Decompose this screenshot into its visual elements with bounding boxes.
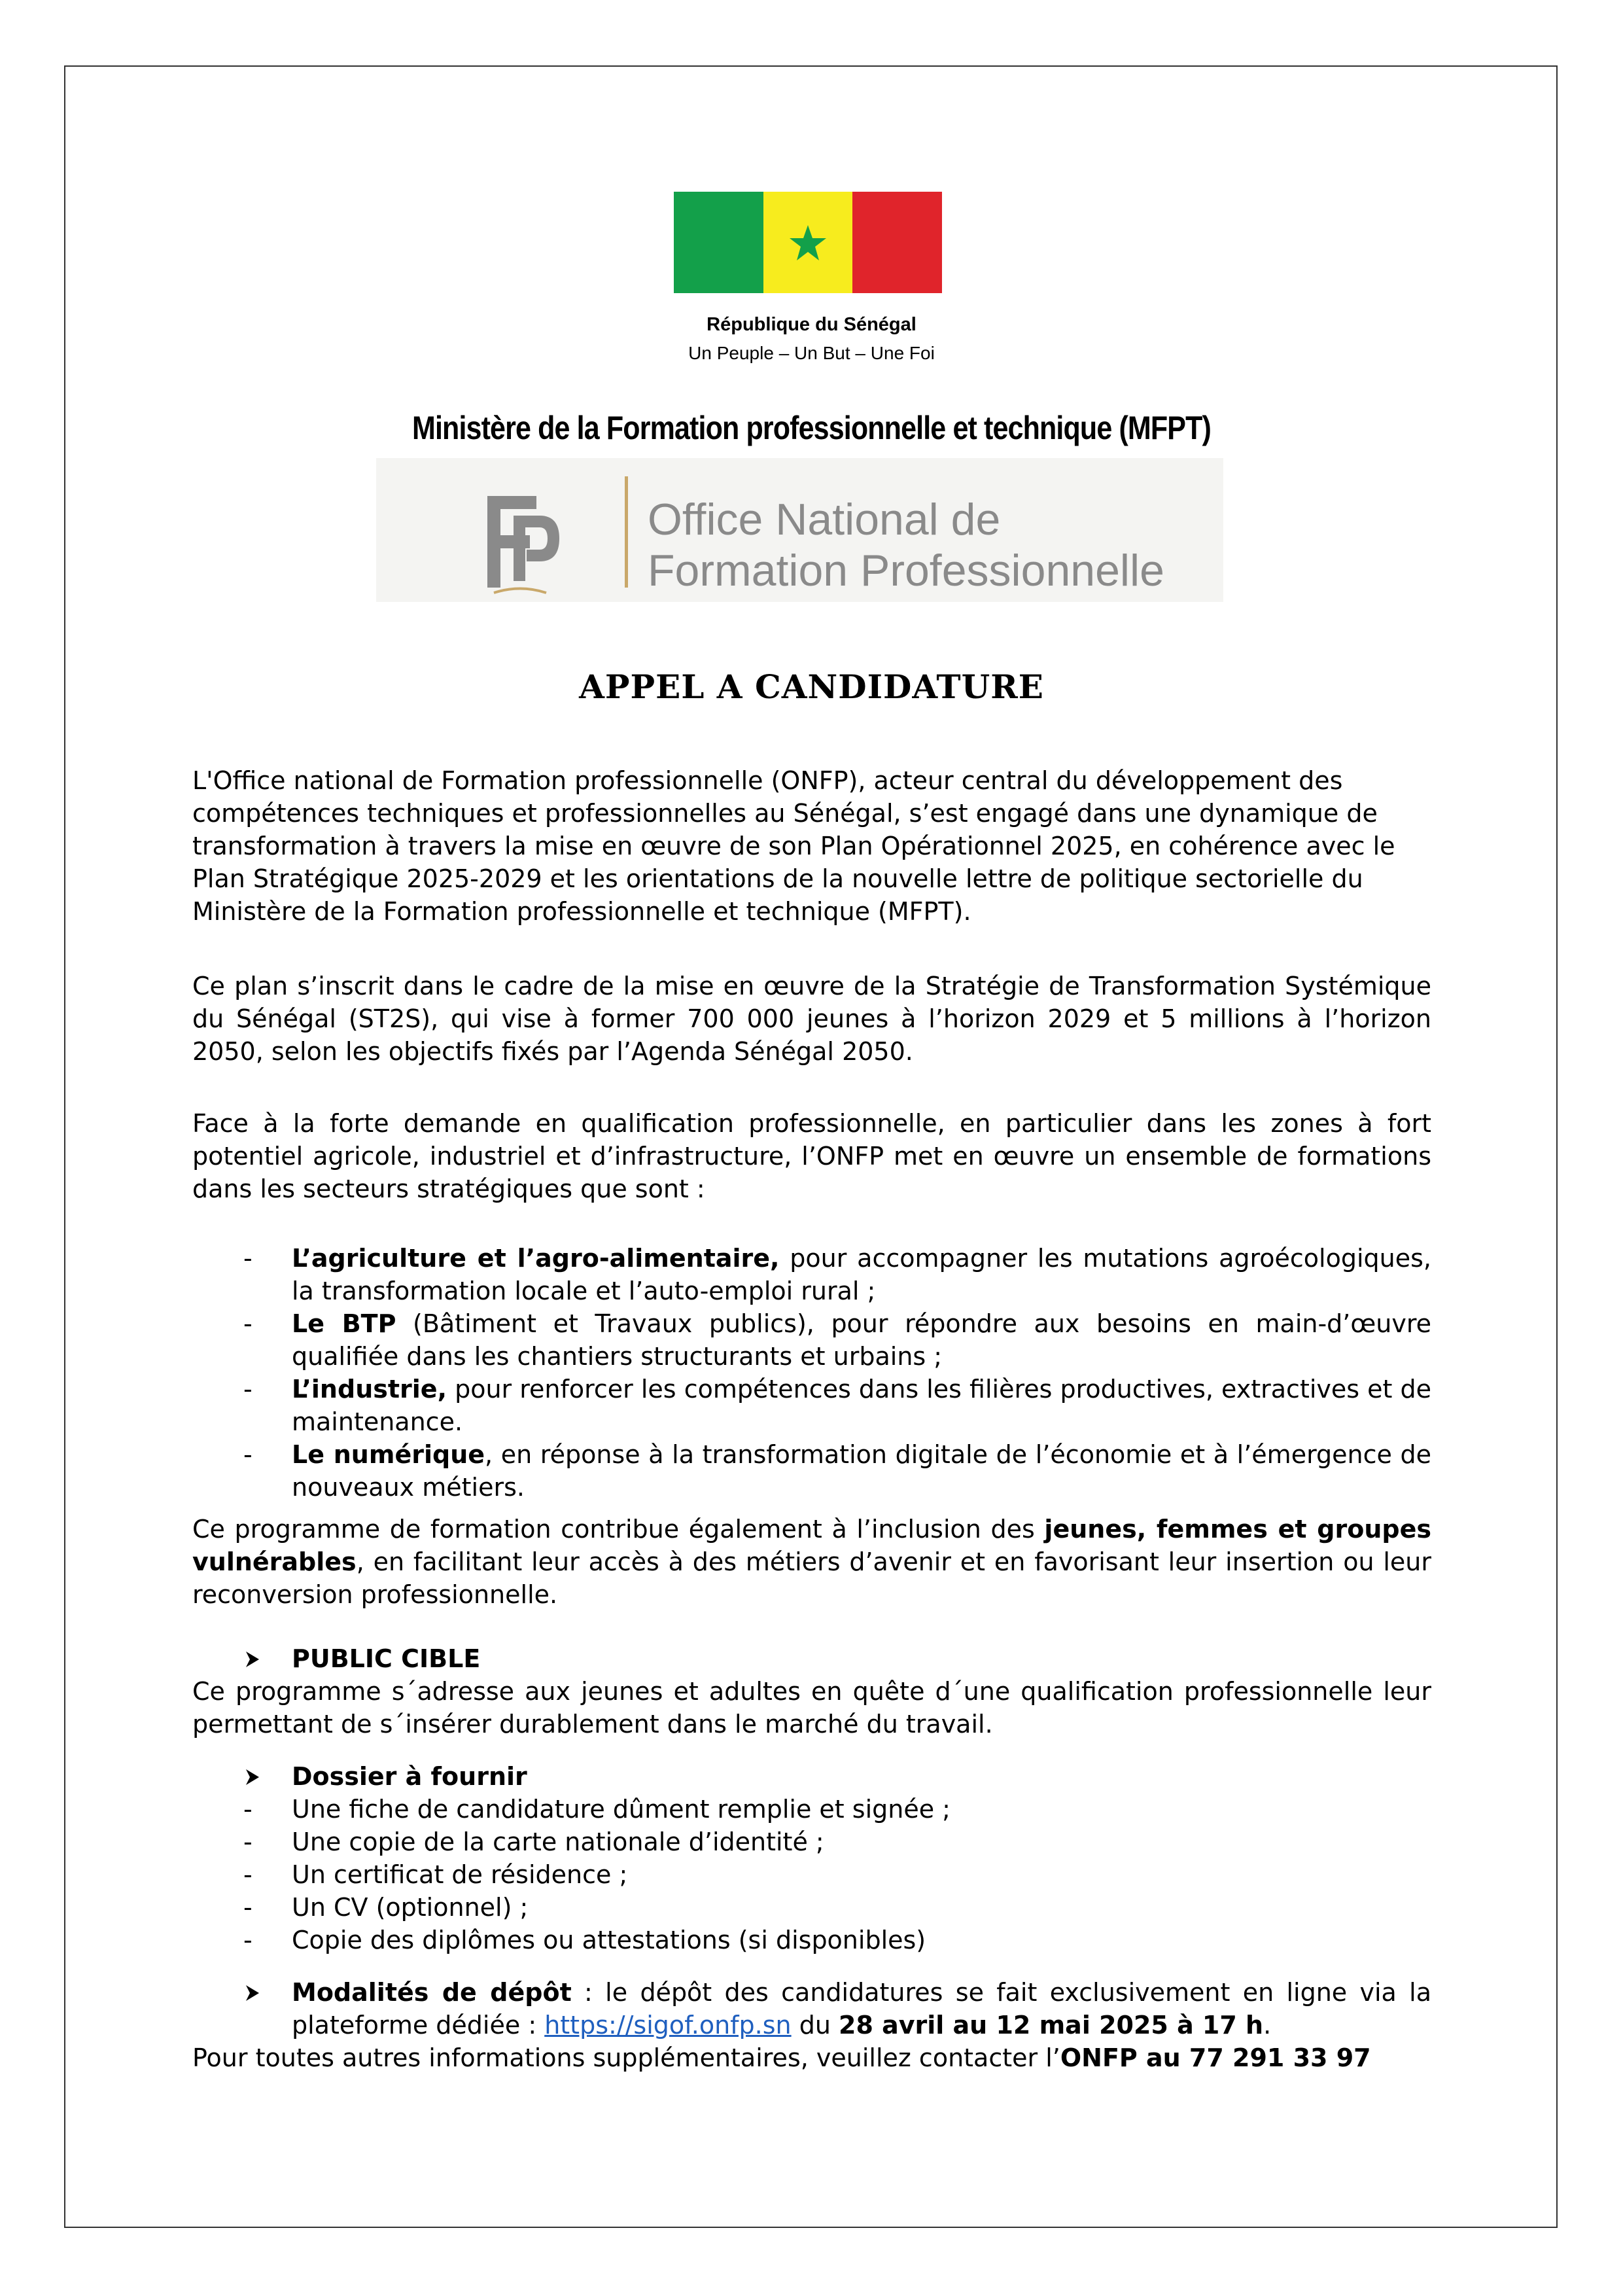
sector-name: Le BTP xyxy=(292,1309,396,1338)
modalites-text: Modalités de dépôt : le dépôt des candidatures se fait exclusivement en ligne via la plateforme dédiée : https://sigof.onfp.sn du 28 avril au 12 mai 2025 à 17 h. xyxy=(292,1978,1431,2040)
chevron-arrow-icon xyxy=(243,1764,263,1790)
flag-red-band xyxy=(852,192,942,293)
paragraph-1: L'Office national de Formation professionnelle (ONFP), acteur central du développement des compétences techniques et professionnelles au Sénégal, s’est engagé dans une dynamique de transformation à travers la mise en œuvre de son Plan Opérationnel 2025, en cohérence avec le Plan Stratégique 2025-2029 et les orientations de la nouvelle lettre de politique sectorielle du Ministère de la Formation professionnelle et technique (MFPT). xyxy=(192,766,1395,926)
flag-green-band xyxy=(674,192,763,293)
list-item: - Une fiche de candidature dûment remplie et signée ; xyxy=(243,1795,951,1824)
flag-yellow-band xyxy=(763,192,853,293)
public-cible-text: Ce programme s´adresse aux jeunes et adultes en quête d´une qualification professionnelle leur permettant de s´insérer durablement dans le marché du travail. xyxy=(192,1677,1431,1739)
logo-text xyxy=(648,494,1164,596)
list-item: - Le BTP (Bâtiment et Travaux publics), pour répondre aux besoins en main-d’œuvre qualifiée dans les chantiers structurants et urbains ; xyxy=(243,1309,1431,1371)
sector-name: L’industrie, xyxy=(292,1375,447,1404)
list-item: - Une copie de la carte nationale d’identité ; xyxy=(243,1828,824,1856)
sector-description: (Bâtiment et Travaux publics), pour répondre aux besoins en main-d’œuvre qualifiée dans les chantiers structurants et urbains ; xyxy=(292,1309,1431,1371)
sector-description: pour accompagner les mutations agroécologiques, la transformation locale et l’auto-emploi rural ; xyxy=(292,1244,1431,1305)
list-item: - Un certificat de résidence ; xyxy=(243,1860,628,1889)
sector-name: Le numérique xyxy=(292,1440,485,1469)
list-item: - Un CV (optionnel) ; xyxy=(243,1893,529,1922)
list-item: - L’industrie, pour renforcer les compétences dans les filières productives, extractives et de maintenance. xyxy=(243,1375,1432,1436)
modalites-section xyxy=(192,1976,1431,2041)
section-heading: PUBLIC CIBLE xyxy=(292,1644,481,1673)
logo-line-1: Office National de xyxy=(648,495,1001,544)
inclusion-target: jeunes, femmes et groupes vulnérables xyxy=(192,1515,1432,1576)
deadline-dates: 28 avril au 12 mai 2025 à 17 h xyxy=(839,2011,1264,2040)
sector-description: pour renforcer les compétences dans les filières productives, extractives et de maintenance. xyxy=(292,1375,1432,1436)
logo-divider xyxy=(625,476,628,588)
senegal-flag xyxy=(674,192,942,293)
republic-name: République du Sénégal xyxy=(707,314,916,335)
contact-line: Pour toutes autres informations supplémentaires, veuillez contacter l’ONFP au 77 291 33 97 xyxy=(192,2043,1371,2072)
national-motto: Un Peuple – Un But – Une Foi xyxy=(688,343,935,363)
sigof-link[interactable]: https://sigof.onfp.sn xyxy=(544,2011,792,2040)
star-icon xyxy=(788,224,828,262)
onfp-mark-icon xyxy=(474,489,566,594)
sector-description: , en réponse à la transformation digitale de l’économie et à l’émergence de nouveaux métiers. xyxy=(292,1440,1432,1502)
logo-line-2: Formation Professionnelle xyxy=(648,546,1164,595)
ministry-name: Ministère de la Formation professionnelle et technique (MFPT) xyxy=(412,410,1211,446)
onfp-logo xyxy=(376,458,1223,602)
sectors-list xyxy=(192,1242,1431,1504)
section-heading: Modalités de dépôt xyxy=(292,1978,572,2007)
chevron-arrow-icon xyxy=(243,1646,263,1672)
dossier-list xyxy=(192,1793,1431,1956)
list-item: - L’agriculture et l’agro-alimentaire, pour accompagner les mutations agroécologiques, la transformation locale et l’auto-emploi rural ; xyxy=(243,1244,1431,1305)
section-heading: Dossier à fournir xyxy=(292,1762,527,1791)
inclusion-paragraph: Ce programme de formation contribue également à l’inclusion des jeunes, femmes et groupes vulnérables, en facilitant leur accès à des métiers d’avenir et en favorisant leur insertion ou leur reconversion professionnelle. xyxy=(192,1515,1432,1609)
list-item: - Le numérique, en réponse à la transformation digitale de l’économie et à l’émergence de nouveaux métiers. xyxy=(243,1440,1432,1502)
contact-phone: ONFP au 77 291 33 97 xyxy=(1060,2043,1371,2072)
sector-name: L’agriculture et l’agro-alimentaire, xyxy=(292,1244,780,1273)
chevron-arrow-icon xyxy=(243,1980,263,2006)
list-item: - Copie des diplômes ou attestations (si disponibles) xyxy=(243,1926,926,1954)
paragraph-2: Ce plan s’inscrit dans le cadre de la mise en œuvre de la Stratégie de Transformation Systémique du Sénégal (ST2S), qui vise à former 700 000 jeunes à l’horizon 2029 et 5 millions à l’horizon 2050, selon les objectifs fixés par l’Agenda Sénégal 2050. xyxy=(192,972,1431,1066)
paragraph-3: Face à la forte demande en qualification professionnelle, en particulier dans les zones à fort potentiel agricole, industriel et d’infrastructure, l’ONFP met en œuvre un ensemble de formations dans les secteurs stratégiques que sont : xyxy=(192,1109,1431,1203)
document-title: APPEL A CANDIDATURE xyxy=(579,667,1044,706)
